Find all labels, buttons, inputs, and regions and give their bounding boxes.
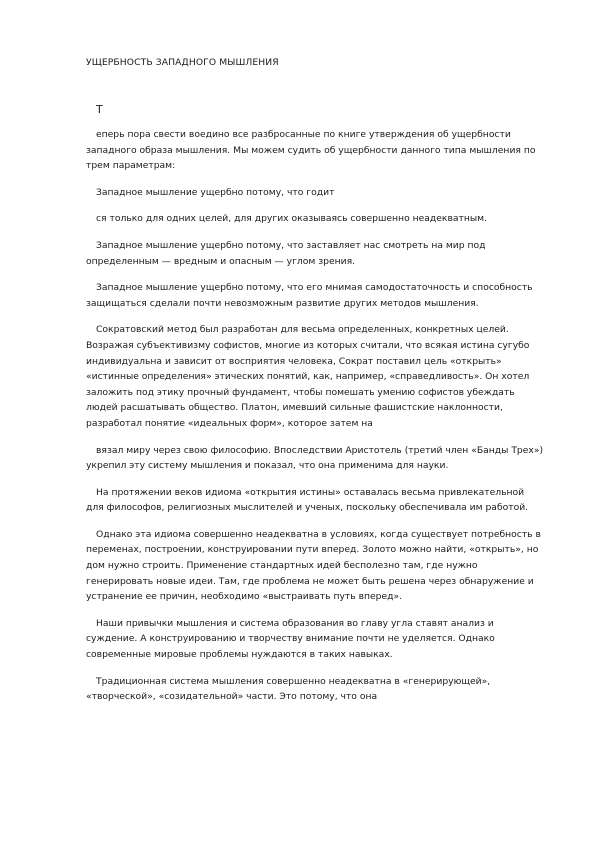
paragraph: вязал миру через свою философию. Впоследствии Аристотель (третий член «Банды Трех») укрепил эту систему мышления и показал, что она применима для науки. — [86, 444, 544, 472]
paragraph: Наши привычки мышления и система образования во главу угла ставят анализ и суждение. А конструированию и творчеству внимание почти не уделяется. Однако современные мировые проблемы нуждаются в таких навыках. — [86, 617, 495, 661]
paragraph: Однако эта идиома совершенно неадекватна в условиях, когда существует потребность в переменах, построении, конструировании пути вперед. Золото можно найти, «открыть», но дом нужно строить. Применение стандартных идей бесполезно там, где нужно генерировать новые идеи. Там, где проблема не может быть решена через обнаружение и устранение ее причин, необходимо «выстраивать путь вперед». — [86, 528, 541, 603]
paragraph: Западное мышление ущербно потому, что его мнимая самодостаточность и способность защищаться сделали почти невозможным развитие других методов мышления. — [86, 282, 533, 309]
drop-cap-letter: Т — [96, 103, 103, 116]
paragraph: На протяжении веков идиома «открытия истины» оставалась весьма привлекательной для философов, религиозных мыслителей и ученых, поскольку обеспечивала им работой. — [86, 486, 529, 514]
paragraph: Сократовский метод был разработан для весьма определенных, конкретных целей. Возражая субъективизму софистов, многие из которых считали, что всякая истина сугубо индивидуальна и зависит от восприятия человека, Сократ поставил цель «открыть» «истинные определения» этических понятий, как, например, «справедливость». Он хотел заложить под этику прочный фундамент, чтобы помешать умению софистов убеждать людей расшатывать общество. Платон, имевший сильные фашистские наклонности, разработал понятие «идеальных форм», которое затем на — [86, 324, 530, 429]
paragraph: Западное мышление ущербно потому, что заставляет нас смотреть на мир под определенным — вредным и опасным — углом зрения. — [86, 239, 486, 267]
paragraph: ся только для одних целей, для других оказываясь совершенно неадекватным. — [96, 213, 487, 225]
paragraph: Западное мышление ущербно потому, что годит — [96, 186, 335, 198]
paragraph: Традиционная система мышления совершенно неадекватна в «генерирующей», «творческой», «созидательной» части. Это потому, что она — [86, 675, 491, 703]
paragraph: еперь пора свести воедино все разбросанные по книге утверждения об ущербности западного образа мышления. Мы можем судить об ущербности данного типа мышления по трем параметрам: — [86, 129, 536, 172]
document-title: УЩЕРБНОСТЬ ЗАПАДНОГО МЫШЛЕНИЯ — [86, 57, 279, 68]
document-body — [86, 127, 544, 716]
